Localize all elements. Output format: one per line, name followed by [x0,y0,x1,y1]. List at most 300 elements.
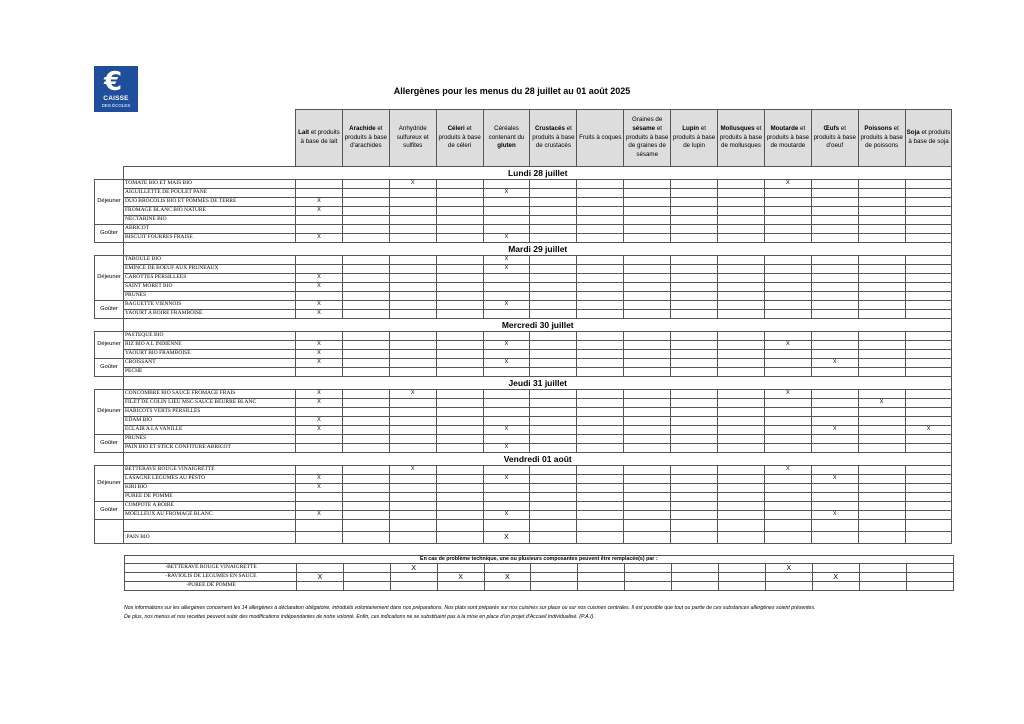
allergen-cell [764,292,811,301]
allergen-cell [671,493,718,502]
allergen-cell [905,207,952,216]
empty-cell [296,520,343,532]
dish-name: EDAM BIO [124,417,296,426]
allergen-cell [389,216,436,225]
allergen-cell [905,225,952,234]
allergen-cell [718,283,765,292]
table-row [95,390,952,399]
allergen-cell [342,283,389,292]
allergen-mark: X [811,426,858,435]
note-line-1: Nos informations sur les allergènes concernent les 14 allergènes à déclaration obligatoire, introduits volontairement dans nos préparations. Nos plats sont préparés sur nos cuisines sur place ou sur nos cuisines centrales. Il est possible que tout ou partie de ces substances allergènes soient présentes. [124,605,816,611]
allergen-cell [530,310,577,319]
allergen-cell [905,274,952,283]
allergen-mark: X [483,426,530,435]
allergen-cell [905,180,952,189]
allergen-cell [764,234,811,243]
allergen-cell [858,532,905,544]
empty-cell [624,520,671,532]
allergen-cell [530,444,577,453]
allergen-cell [483,332,530,341]
table-row [95,417,952,426]
allergen-cell [905,435,952,444]
dish-name: BETTERAVE ROUGE VINAIGRETTE [124,466,296,475]
allergen-cell [436,341,483,350]
allergen-cell [296,189,343,198]
allergen-cell [578,573,625,582]
allergen-cell [577,301,624,310]
allergen-cell [483,466,530,475]
allergen-cell [718,417,765,426]
allergen-cell [718,341,765,350]
allergen-desc: et produits à base d'arachides [344,124,387,150]
allergen-cell [484,564,531,573]
allergen-cell [389,444,436,453]
allergen-cell [436,359,483,368]
empty-cell [124,520,296,532]
allergen-cell [577,475,624,484]
allergen-cell [858,265,905,274]
allergen-cell [858,435,905,444]
allergen-cell [296,408,343,417]
day-title: Mercredi 30 juillet [124,319,952,332]
allergen-cell [342,198,389,207]
dish-name: ABRICOT [124,225,296,234]
allergen-mark: X [765,564,812,573]
table-row [95,207,952,216]
allergen-cell [483,180,530,189]
allergen-cell [342,426,389,435]
allergen-cell [530,189,577,198]
allergen-cell [389,484,436,493]
allergen-cell [718,368,765,377]
allergen-cell [436,493,483,502]
allergen-cell [764,310,811,319]
allergen-cell [858,466,905,475]
allergen-cell [764,484,811,493]
allergen-cell [389,198,436,207]
allergen-cell [436,408,483,417]
allergen-cell [296,292,343,301]
dish-name: PAIN BIO ET STICK CONFITURE ABRICOT [124,444,296,453]
logo-mark-icon: € [104,67,123,97]
allergen-table [94,109,952,544]
allergen-keyword: gluten [497,142,516,150]
table-row [95,475,952,484]
day-spacer [95,167,124,180]
allergen-cell [389,341,436,350]
allergen-cell [436,301,483,310]
day-title: Mardi 29 juillet [124,243,952,256]
allergen-cell [624,341,671,350]
table-row [95,292,952,301]
allergen-cell [859,573,906,582]
allergen-mark: X [296,198,343,207]
dish-name: YAOURT BIO FRAMBOISE [124,350,296,359]
allergen-cell [436,216,483,225]
allergen-cell [389,274,436,283]
day-spacer [95,319,124,332]
allergen-cell [436,256,483,265]
allergen-header-row [95,110,952,167]
allergen-cell [530,417,577,426]
allergen-cell [436,368,483,377]
allergen-cell [342,180,389,189]
day-spacer [95,243,124,256]
allergen-cell [811,207,858,216]
dish-name: NECTARINE BIO [124,216,296,225]
allergen-cell [764,274,811,283]
allergen-cell [624,502,671,511]
allergen-mark: X [389,466,436,475]
allergen-cell [342,475,389,484]
allergen-mark: X [811,359,858,368]
allergen-desc: Fruits à coques [579,133,622,141]
allergen-desc-2: et produits à base de graines de sésame [626,124,669,159]
allergen-mark: X [811,511,858,520]
allergen-cell [436,426,483,435]
table-row [95,359,952,368]
allergen-cell [718,256,765,265]
dish-name: DUO BROCOLIS BIO ET POMMES DE TERRE [124,198,296,207]
page-title: Allergènes pour les menus du 28 juillet au 01 août 2025 [393,86,631,96]
allergen-cell [905,283,952,292]
allergen-desc: Céréales contenant du [488,124,525,141]
allergen-cell [577,417,624,426]
allergen-cell [906,564,953,573]
allergen-cell [389,234,436,243]
allergen-cell [436,444,483,453]
allergen-cell [342,466,389,475]
allergen-cell [624,444,671,453]
allergen-cell [858,484,905,493]
allergen-cell [905,350,952,359]
allergen-cell [624,532,671,544]
allergen-cell [764,225,811,234]
day-title: Vendredi 01 août [124,453,952,466]
allergen-mark: X [483,234,530,243]
allergen-cell [342,390,389,399]
allergen-mark: X [858,399,905,408]
allergen-cell [436,265,483,274]
empty-cell [671,520,718,532]
allergen-cell [764,350,811,359]
allergen-cell [296,532,343,544]
allergen-header-8 [671,110,718,167]
allergen-cell [578,582,625,591]
allergen-header-1 [342,110,389,167]
allergen-cell [296,180,343,189]
allergen-cell [296,368,343,377]
day-title: Lundi 28 juillet [124,167,952,180]
allergen-cell [718,234,765,243]
allergen-cell [297,564,344,573]
empty-cell [905,520,952,532]
allergen-cell [718,466,765,475]
dish-name: EMINCE DE BOEUF AUX PRUNEAUX [124,265,296,274]
table-row [95,180,952,189]
allergen-cell [530,350,577,359]
allergen-cell [764,435,811,444]
allergen-cell [858,390,905,399]
allergen-cell [530,493,577,502]
allergen-cell [671,225,718,234]
allergen-cell [296,493,343,502]
allergen-cell [483,435,530,444]
allergen-cell [577,292,624,301]
allergen-cell [530,359,577,368]
allergen-desc: et produits à base de poissons [860,124,903,150]
meal-label: Déjeuner [95,256,124,301]
allergen-cell [483,502,530,511]
allergen-cell [671,350,718,359]
allergen-cell [625,564,672,573]
allergen-cell [624,417,671,426]
allergen-cell [671,426,718,435]
allergen-cell [811,435,858,444]
allergen-cell [858,511,905,520]
spacer-row [95,520,952,532]
allergen-cell [530,399,577,408]
allergen-cell [671,435,718,444]
allergen-cell [296,502,343,511]
allergen-cell [577,435,624,444]
dish-name: PECHE [124,368,296,377]
allergen-mark: X [483,265,530,274]
replacement-dish: -RAVIOLIS DE LEGUMES EN SAUCE [125,573,297,582]
allergen-cell [858,207,905,216]
allergen-header-11 [811,110,858,167]
allergen-header-6 [577,110,624,167]
allergen-cell [342,408,389,417]
dish-name: YAOURT A BOIRE FRAMBOISE [124,310,296,319]
allergen-cell [624,283,671,292]
allergen-cell [764,256,811,265]
allergen-cell [905,408,952,417]
table-row [95,444,952,453]
allergen-cell [577,466,624,475]
allergen-cell [812,582,859,591]
allergen-cell [436,466,483,475]
replacement-caption: En cas de problème technique, une ou plusieurs composantes peuvent être remplacée(s) par : [125,556,954,564]
allergen-cell [718,274,765,283]
allergen-cell [342,265,389,274]
allergen-cell [671,532,718,544]
allergen-cell [905,484,952,493]
allergen-cell [718,399,765,408]
allergen-cell [624,426,671,435]
allergen-cell [671,408,718,417]
replacement-dish: -BETTERAVE ROUGE VINAIGRETTE [125,564,297,573]
allergen-cell [624,301,671,310]
allergen-cell [905,511,952,520]
allergen-cell [718,310,765,319]
allergen-header-12 [858,110,905,167]
allergen-cell [577,511,624,520]
dish-name: KIRI BIO [124,484,296,493]
allergen-cell [905,216,952,225]
dish-name: COMPOTE A BOIRE [124,502,296,511]
allergen-cell [764,189,811,198]
allergen-desc: et produits à base de mollusques [719,124,763,150]
allergen-mark: X [437,573,484,582]
allergen-cell [718,207,765,216]
allergen-cell [624,256,671,265]
allergen-mark: X [390,564,437,573]
allergen-cell [296,216,343,225]
allergen-cell [297,582,344,591]
table-row [95,198,952,207]
table-row [95,234,952,243]
allergen-cell [764,359,811,368]
allergen-cell [577,426,624,435]
allergen-cell [671,511,718,520]
allergen-mark: X [483,359,530,368]
table-row [95,502,952,511]
table-row [95,350,952,359]
allergen-cell [436,484,483,493]
replacement-row [125,573,954,582]
allergen-cell [905,256,952,265]
allergen-header-10 [764,110,811,167]
allergen-cell [671,301,718,310]
allergen-cell [296,225,343,234]
dish-name: FILET DE COLIN LIEU MSC SAUCE BEURRE BLANC [124,399,296,408]
allergen-cell [530,502,577,511]
dish-name: ECLAIR A LA VANILLE [124,426,296,435]
allergen-cell [671,466,718,475]
allergen-mark: X [296,274,343,283]
allergen-cell [811,493,858,502]
allergen-cell [577,368,624,377]
allergen-mark: X [296,341,343,350]
allergen-cell [296,435,343,444]
table-row [95,493,952,502]
allergen-header-7 [624,110,671,167]
allergen-cell [625,573,672,582]
allergen-cell [858,310,905,319]
allergen-cell [483,399,530,408]
day-header-row [95,319,952,332]
table-row [95,484,952,493]
table-row [95,511,952,520]
allergen-cell [671,502,718,511]
meal-label: Déjeuner [95,390,124,435]
dish-name: CONCOMBRE BIO SAUCE FROMAGE FRAIS [124,390,296,399]
allergen-cell [436,274,483,283]
allergen-cell [343,564,390,573]
allergen-cell [530,234,577,243]
allergen-cell [811,484,858,493]
replacement-row [125,582,954,591]
allergen-cell [858,301,905,310]
allergen-cell [719,564,766,573]
allergen-cell [858,493,905,502]
table-row [95,341,952,350]
allergen-cell [577,207,624,216]
allergen-cell [577,189,624,198]
allergen-cell [905,265,952,274]
allergen-mark: X [296,426,343,435]
allergen-cell [483,216,530,225]
allergen-cell [905,399,952,408]
allergen-cell [624,180,671,189]
allergen-cell [671,341,718,350]
allergen-desc: et produits à base de lait [300,129,340,145]
allergen-name: Œufs [823,124,840,132]
allergen-cell [389,283,436,292]
allergen-cell [811,180,858,189]
table-row [95,399,952,408]
allergen-header-0 [296,110,343,167]
allergen-cell [858,198,905,207]
allergen-cell [671,189,718,198]
allergen-cell [672,564,719,573]
allergen-cell [905,502,952,511]
allergen-cell [530,435,577,444]
allergen-cell [718,265,765,274]
allergen-cell [437,564,484,573]
allergen-cell [436,502,483,511]
dish-name: HARICOTS VERTS PERSILLES [124,408,296,417]
allergen-cell [530,484,577,493]
allergen-cell [671,256,718,265]
allergen-cell [390,573,437,582]
allergen-cell [624,234,671,243]
allergen-cell [577,265,624,274]
bread-row [95,532,952,544]
allergen-cell [764,444,811,453]
allergen-cell [389,292,436,301]
table-row [95,310,952,319]
allergen-cell [764,265,811,274]
allergen-cell [389,408,436,417]
allergen-cell [577,444,624,453]
allergen-cell [577,234,624,243]
allergen-cell [342,399,389,408]
allergen-cell [577,225,624,234]
allergen-cell [811,283,858,292]
allergen-cell [389,350,436,359]
allergen-cell [436,310,483,319]
allergen-mark: X [483,532,530,544]
allergen-cell [624,274,671,283]
replacement-dish: -PUREE DE POMME [125,582,297,591]
allergen-header-9 [718,110,765,167]
allergen-cell [811,292,858,301]
allergen-cell [905,390,952,399]
allergen-mark: X [389,180,436,189]
allergen-cell [390,582,437,591]
allergen-cell [389,189,436,198]
allergen-cell [905,466,952,475]
allergen-cell [671,444,718,453]
allergen-cell [577,408,624,417]
allergen-cell [718,502,765,511]
allergen-mark: X [296,283,343,292]
meal-label: Déjeuner [95,332,124,359]
logo-line-1: CAISSE [103,95,129,102]
allergen-cell [483,390,530,399]
allergen-cell [624,466,671,475]
allergen-desc: Graines de [632,115,663,123]
allergen-name: Poissons [864,124,892,132]
allergen-cell [624,265,671,274]
allergen-cell [530,256,577,265]
allergen-cell [671,359,718,368]
allergen-name: Arachide [349,124,376,132]
allergen-mark: X [483,301,530,310]
allergen-cell [436,435,483,444]
